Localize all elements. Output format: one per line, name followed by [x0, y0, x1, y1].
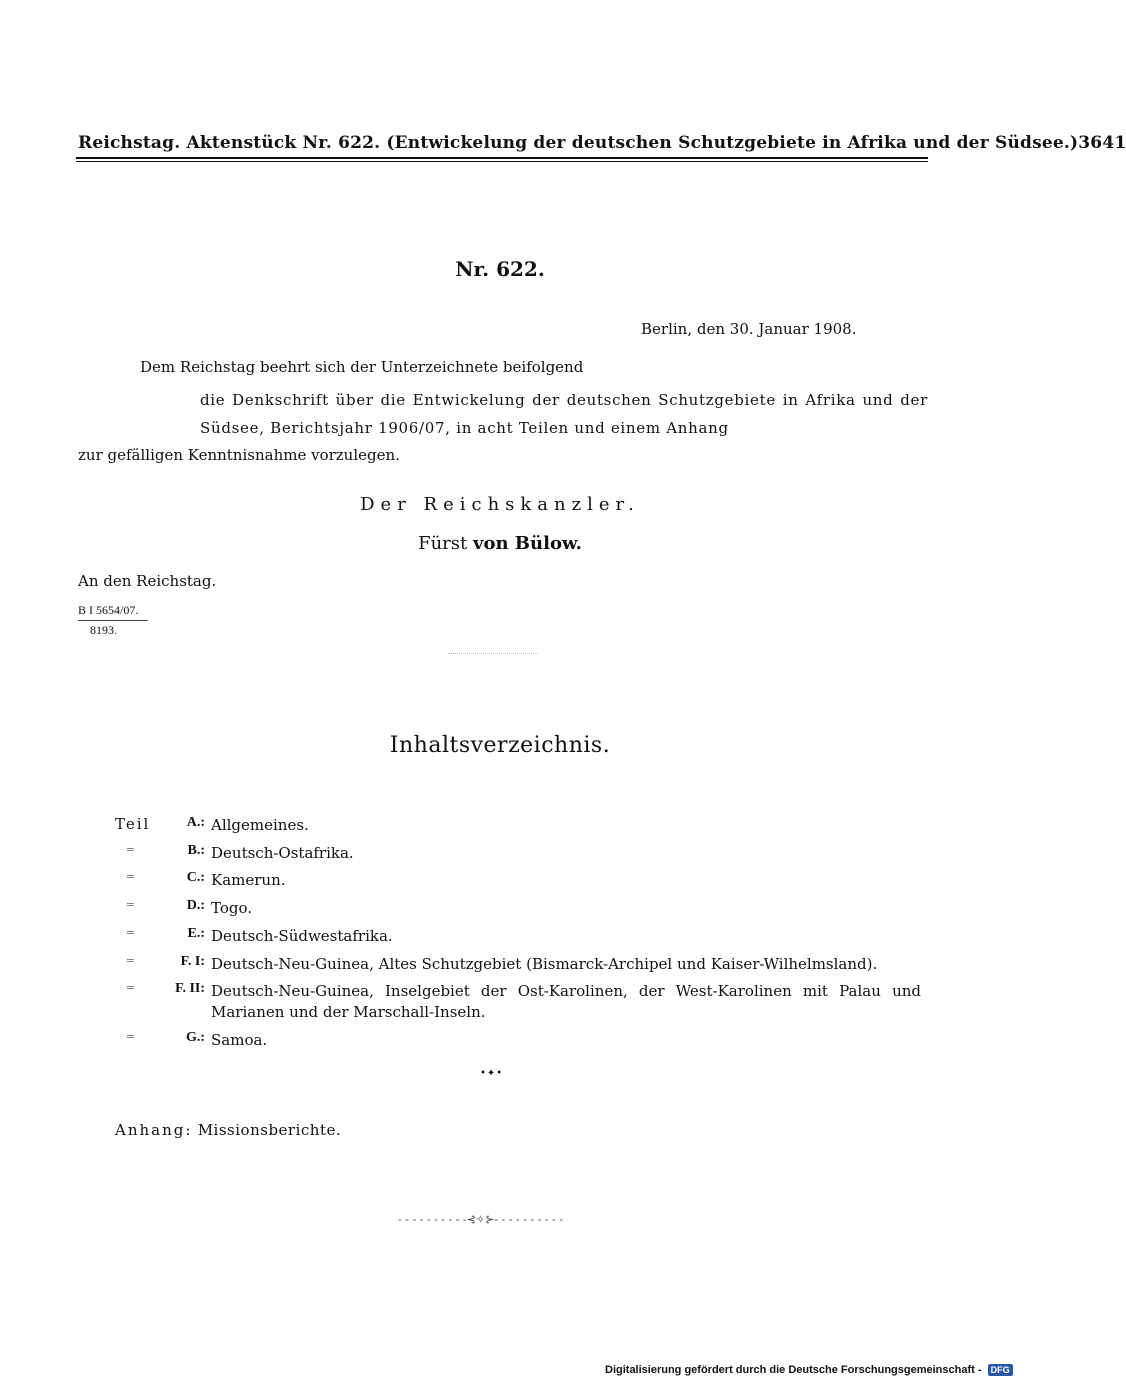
addressee: An den Reichstag.: [78, 572, 217, 590]
ditto-mark: =: [125, 926, 137, 939]
ditto-mark: =: [125, 898, 137, 911]
letter-closing: zur gefälligen Kenntnisnahme vorzulegen.: [78, 446, 400, 464]
place-date: Berlin, den 30. Januar 1908.: [641, 320, 857, 338]
toc-entry-title: Togo.: [211, 899, 253, 917]
letter-body: die Denkschrift über die Entwickelung der deutschen Schutzgebiete in Afrika und der Südsee, Berichtsjahr 1906/07, in acht Teilen und einem Anhang: [200, 391, 928, 437]
toc-entry-title: Deutsch-Ostafrika.: [211, 844, 354, 862]
header-rule: [76, 157, 928, 159]
ditto-mark: =: [125, 1030, 137, 1043]
dfg-logo: DFG: [988, 1364, 1013, 1376]
toc-entry-title: Deutsch-Neu-Guinea, Inselgebiet der Ost-Karolinen, der West-Karolinen mit Palau und Marianen und der Marschall-Inseln.: [211, 982, 921, 1021]
toc-entry-title: Deutsch-Neu-Guinea, Altes Schutzgebiet (Bismarck-Archipel und Kaiser-Wilhelmsland).: [211, 955, 878, 973]
appendix-title: Missionsberichte.: [197, 1121, 342, 1139]
signer-name-main: von Bülow.: [472, 533, 582, 554]
appendix-entry: [115, 1121, 341, 1139]
toc-entry-code: A.:: [186, 815, 205, 830]
toc-entry-title: Kamerun.: [211, 871, 286, 889]
credit-text: Digitalisierung gefördert durch die Deutsche Forschungsgemeinschaft -: [605, 1364, 982, 1376]
signer-name-prefix: Fürst: [418, 533, 468, 554]
header-rule-thin: [76, 161, 928, 162]
signer-title: Der Reichskanzler.: [360, 494, 640, 515]
running-header: [78, 133, 1126, 153]
toc-entry-title: Samoa.: [211, 1031, 268, 1049]
appendix-label: Anhang:: [115, 1121, 193, 1139]
ditto-mark: =: [125, 843, 137, 856]
toc-entry-code: C.:: [186, 870, 205, 885]
toc-entry-title: Deutsch-Südwestafrika.: [211, 927, 393, 945]
toc-entry-code: E.:: [187, 926, 205, 941]
section-separator: [448, 653, 538, 655]
running-title: Reichstag. Aktenstück Nr. 622. (Entwickelung der deutschen Schutzgebiete in Afrika und der Südsee.): [78, 133, 1079, 153]
reference-number: B I 5654/07.: [78, 603, 139, 617]
ditto-mark: =: [125, 870, 137, 883]
toc-heading: Inhaltsverzeichnis.: [389, 733, 611, 758]
toc-entry-code: F. II:: [175, 981, 205, 996]
page-number: 3641: [1078, 133, 1126, 153]
signer-name: [0, 533, 1000, 554]
toc-entry-prefix: Teil: [115, 815, 151, 833]
toc-entry-code: G.:: [185, 1030, 205, 1045]
toc-entry-code: F. I:: [180, 954, 205, 969]
letter-intro: Dem Reichstag beehrt sich der Unterzeichnete beifolgend: [140, 358, 584, 376]
document-number: Nr. 622.: [455, 257, 545, 281]
end-ornament: - - - - - - - - - -⊰✧⊱- - - - - - - - - -: [398, 1213, 563, 1226]
digitization-credit: [605, 1364, 1013, 1376]
ditto-mark: =: [125, 981, 137, 994]
reference-subnumber: 8193.: [90, 623, 117, 637]
ditto-mark: =: [125, 954, 137, 967]
ornament: •✦•: [480, 1068, 504, 1079]
toc-entry-code: D.:: [186, 898, 205, 913]
toc-entry-code: B.:: [187, 843, 205, 858]
reference-rule: [78, 620, 148, 621]
toc-entry-title: Allgemeines.: [211, 816, 309, 834]
